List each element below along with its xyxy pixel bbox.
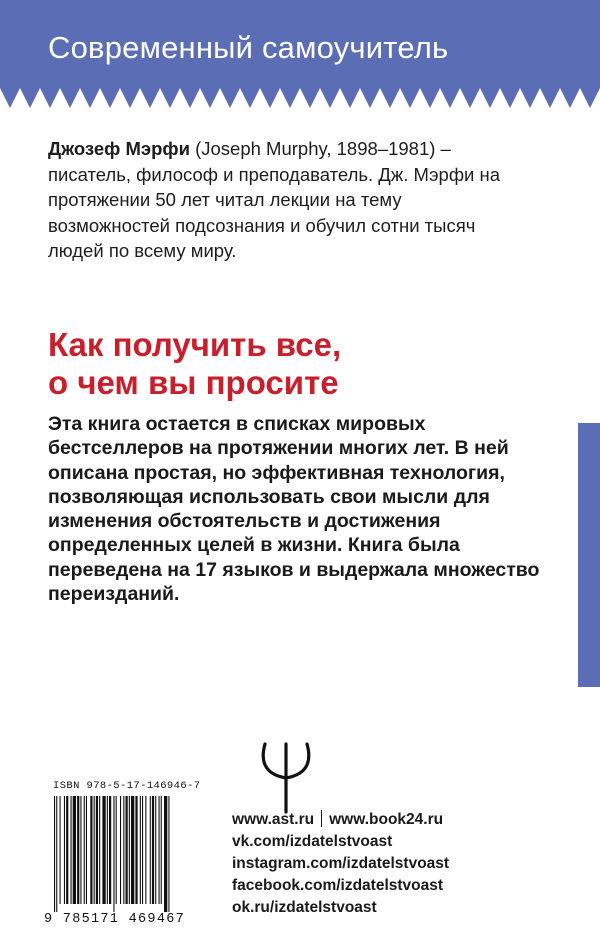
barcode-bar [164, 796, 167, 912]
barcode-bar [161, 796, 162, 904]
side-accent-bar [578, 423, 600, 687]
barcode-bar [80, 796, 81, 904]
publisher-links [232, 809, 449, 919]
barcode-bar [86, 796, 87, 904]
barcode-bar [159, 796, 160, 904]
barcode-bar [109, 796, 111, 904]
barcode-bar [102, 796, 105, 904]
barcode-bar [107, 796, 108, 904]
book-description: Эта книга остается в списках мировых бестселлеров на протяжении многих лет. В ней описана простая, но эффективная технология, позволяющая использовать свои мысли для изменения обстоятельств и достижения определенных целей в жизни. Книга была переведена на 17 языков и выдержала множество переизданий. [48, 413, 540, 606]
barcode-bar [150, 796, 151, 904]
barcode-bar [120, 796, 121, 904]
barcode-bar [168, 796, 169, 912]
barcode-bar [129, 796, 130, 904]
link-instagram[interactable]: instagram.com/izdatelstvoast [232, 855, 450, 872]
book-title [48, 326, 528, 402]
isbn-label: ISBN 978-5-17-146946-7 [53, 780, 201, 792]
barcode-bar [113, 796, 114, 912]
barcode-icon [54, 796, 214, 912]
links-row-sites [232, 809, 449, 831]
series-title: Современный самоучитель [48, 30, 449, 65]
book-title-line-1: Как получить все, [48, 326, 342, 363]
barcode-bar [94, 796, 95, 904]
author-name: Джозеф Мэрфи [48, 138, 190, 159]
link-ok[interactable]: ok.ru/izdatelstvoast [232, 899, 377, 916]
barcode-bar [155, 796, 156, 904]
link-facebook[interactable]: facebook.com/izdatelstvoast [232, 877, 444, 894]
barcode-bar [152, 796, 154, 904]
barcode-bar [66, 796, 68, 904]
barcode-bar [126, 796, 128, 904]
barcode-bar [135, 796, 137, 904]
barcode-bar [131, 796, 134, 904]
author-bio-text: (Joseph Murphy, 1898–1981) – писатель, философ и преподаватель. Дж. Мэрфи на протяжении 50 лет читал лекции на тему возможностей подсознания и обучил сотни тысяч людей по всему миру. [48, 138, 501, 261]
author-bio [48, 136, 518, 264]
link-separator [321, 810, 322, 827]
barcode-bar [64, 796, 65, 904]
barcode-bar [90, 796, 92, 904]
barcode-bar [54, 796, 55, 912]
barcode-bar [56, 796, 57, 912]
barcode-bar [73, 796, 76, 904]
barcode-digits: 9 785171 469467 [44, 912, 186, 927]
barcode-bar [77, 796, 79, 904]
barcode-bar [84, 796, 85, 904]
series-banner [0, 0, 600, 113]
barcode-bar [142, 796, 143, 904]
link-book24[interactable]: www.book24.ru [329, 811, 444, 828]
barcode-bar [71, 796, 72, 904]
barcode-bar [145, 796, 146, 904]
barcode-bar [140, 796, 141, 904]
link-vk[interactable]: vk.com/izdatelstvoast [232, 833, 393, 850]
psi-icon [256, 740, 316, 814]
link-ast[interactable]: www.ast.ru [232, 811, 315, 828]
barcode-bar [96, 796, 98, 904]
barcode-bar [116, 796, 117, 904]
barcode-bar [99, 796, 100, 904]
barcode-bar [123, 796, 124, 904]
barcode-bar [60, 796, 61, 904]
book-title-line-2: о чем вы просите [48, 364, 339, 401]
